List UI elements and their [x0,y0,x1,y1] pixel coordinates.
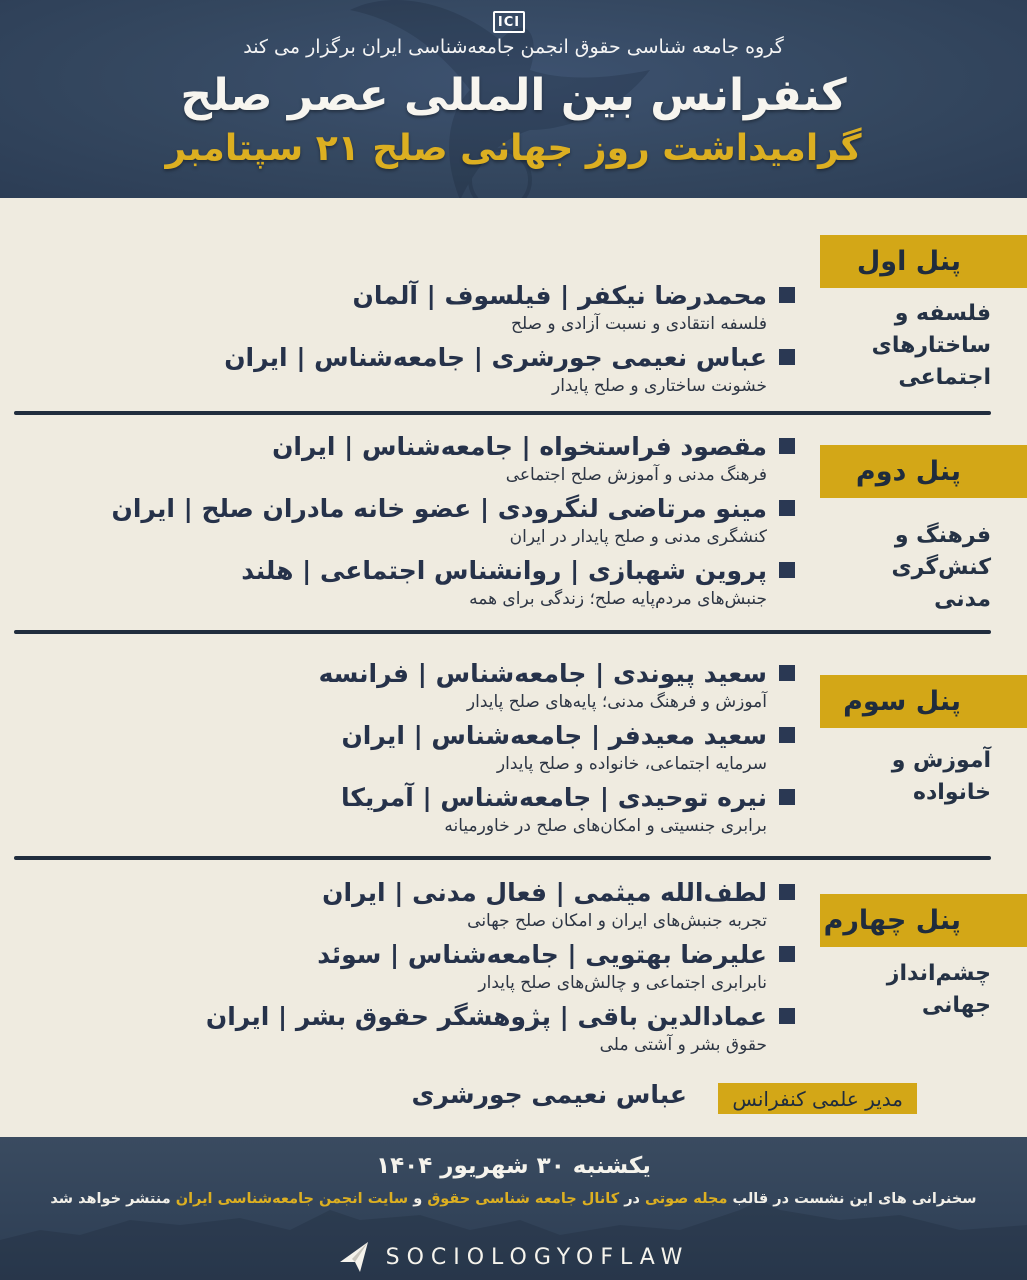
bullet-square-icon [779,287,795,303]
footer-banner [0,1137,1027,1280]
brand-footer [0,1240,1027,1274]
organizer-line: گروه جامعه شناسی حقوق انجمن جامعه‌شناسی ایران برگزار می کند [243,36,784,58]
bullet-square-icon [779,500,795,516]
header-banner [0,0,1027,198]
speaker-topic: فلسفه انتقادی و نسبت آزادی و صلح [510,314,767,334]
note-text: منتشر خواهد شد [50,1191,176,1207]
speaker-topic: سرمایه اجتماعی، خانواده و صلح پایدار [496,754,767,774]
speaker-name: عباس نعیمی جورشری | جامعه‌شناس | ایران [224,342,767,372]
association-logo: ICI [493,11,525,33]
speaker-name: محمدرضا نیکفر | فیلسوف | آلمان [352,280,767,310]
panel-3-topic [831,745,991,809]
speaker-topic: فرهنگ مدنی و آموزش صلح اجتماعی [505,465,767,485]
speaker-item [353,278,795,334]
conference-title: کنفرانس بین المللی عصر صلح [180,70,847,121]
panel-3-label: پنل سوم [820,675,1027,728]
speaker-name: سعید معیدفر | جامعه‌شناس | ایران [341,720,767,750]
bullet-square-icon [779,349,795,365]
speaker-item [206,999,795,1055]
bullet-square-icon [779,789,795,805]
publication-note [0,1189,1027,1210]
panel-topic-line: آموزش و [891,748,991,773]
note-text: و [408,1191,428,1207]
brand-name: SOCIOLOGYOFLAW [385,1244,690,1270]
panel-4-label: پنل چهارم [820,894,1027,947]
speaker-item [319,656,795,712]
panel-1-topic [831,298,991,394]
director-label: مدیر علمی کنفرانس [718,1083,917,1114]
speaker-topic: کنشگری مدنی و صلح پایدار در ایران [509,527,767,547]
bullet-square-icon [779,562,795,578]
speaker-name: مینو مرتاضی لنگرودی | عضو خانه مادران صلح | ایران [111,493,767,523]
speaker-name: پروین شهبازی | روانشناس اجتماعی | هلند [241,555,767,585]
panel-topic-line: اجتماعی [898,365,991,390]
panel-topic-line: جهانی [921,993,991,1018]
speaker-topic: آموزش و فرهنگ مدنی؛ پایه‌های صلح پایدار [466,692,767,712]
panel-topic-line: ساختارهای [871,333,991,358]
bullet-square-icon [779,1008,795,1024]
panel-2-label: پنل دوم [820,445,1027,498]
speaker-name: علیرضا بهتویی | جامعه‌شناس | سوئد [317,939,767,969]
event-date: یکشنبه ۳۰ شهریور ۱۴۰۴ [376,1153,651,1179]
telegram-paper-plane-icon [338,1240,372,1274]
note-highlight-channel: کانال جامعه شناسی حقوق [427,1191,620,1207]
panel-divider [14,856,991,860]
speaker-topic: تجربه جنبش‌های ایران و امکان صلح جهانی [467,911,767,931]
panel-divider [14,411,991,415]
speaker-topic: خشونت ساختاری و صلح پایدار [552,376,767,396]
note-text: در [619,1191,646,1207]
note-text: سخنرانی های این نشست در قالب [727,1191,977,1207]
speaker-item [341,780,795,836]
panel-topic-line: چشم‌انداز [886,961,991,986]
panel-divider [14,630,991,634]
speaker-topic: برابری جنسیتی و امکان‌های صلح در خاورمیانه [444,816,767,836]
bullet-square-icon [779,946,795,962]
bullet-square-icon [779,884,795,900]
panel-4-topic [831,958,991,1022]
bullet-square-icon [779,438,795,454]
panel-2-topic [831,520,991,616]
speaker-topic: حقوق بشر و آشتی ملی [599,1035,767,1055]
speaker-topic: نابرابری اجتماعی و چالش‌های صلح پایدار [478,973,767,993]
speaker-item [322,875,795,931]
panel-topic-line: فرهنگ و [894,523,991,548]
speaker-item [224,340,795,396]
bullet-square-icon [779,727,795,743]
speaker-item [241,553,795,609]
conference-subtitle: گرامیداشت روز جهانی صلح ۲۱ سپتامبر [165,128,862,169]
speaker-item [272,429,795,485]
note-highlight-audio-magazine: مجله صوتی [645,1191,728,1207]
speaker-item [317,937,795,993]
speaker-name: نیره توحیدی | جامعه‌شناس | آمریکا [340,782,767,812]
director-name: عباس نعیمی جورشری [411,1080,687,1109]
speaker-name: لطف‌الله میثمی | فعال مدنی | ایران [322,877,767,907]
speaker-name: عمادالدین باقی | پژوهشگر حقوق بشر | ایران [205,1001,767,1031]
panel-topic-line: خانواده [913,780,991,805]
bullet-square-icon [779,665,795,681]
panel-topic-line: فلسفه و [894,301,991,326]
speaker-item [111,491,795,547]
speaker-item [341,718,795,774]
speaker-topic: جنبش‌های مردم‌پایه صلح؛ زندگی برای همه [469,589,767,609]
panel-topic-line: کنش‌گری [891,555,991,580]
speaker-name: سعید پیوندی | جامعه‌شناس | فرانسه [318,658,767,688]
panel-1-label: پنل اول [820,235,1027,288]
speaker-name: مقصود فراستخواه | جامعه‌شناس | ایران [272,431,767,461]
note-highlight-website: سایت انجمن جامعه‌شناسی ایران [175,1191,409,1207]
panel-topic-line: مدنی [934,587,991,612]
